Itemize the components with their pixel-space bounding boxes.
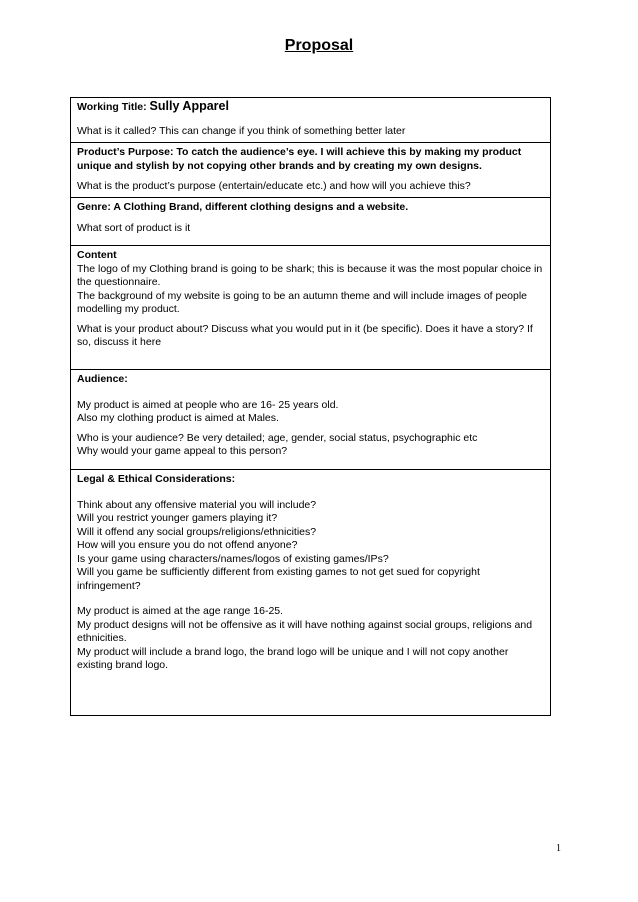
content-heading: Content	[77, 249, 117, 261]
legal-cell	[71, 470, 550, 715]
audience-cell	[71, 370, 550, 470]
content-body-2: The background of my website is going to be an autumn theme and will include images of people modelling my product.	[77, 289, 528, 315]
purpose-cell	[71, 143, 550, 198]
legal-heading: Legal & Ethical Considerations:	[77, 473, 236, 485]
audience-body-1: My product is aimed at people who are 16- 25 years old.	[77, 398, 339, 411]
working-title-line	[77, 100, 544, 115]
legal-question-2: Will you restrict younger gamers playing it?	[77, 512, 278, 524]
content-prompt: What is your product about? Discuss what you would put in it (be specific). Does it have a story? If so, discuss it here	[77, 322, 533, 348]
page-title: Proposal	[284, 37, 354, 54]
content-cell	[71, 246, 550, 370]
genre-prompt: What sort of product is it	[77, 221, 191, 234]
proposal-table	[70, 97, 551, 716]
legal-answer-2: My product designs will not be offensive as it will have nothing against social groups, religions and ethnicities.	[77, 618, 533, 644]
legal-question-3: Will it offend any social groups/religions/ethnicities?	[77, 525, 317, 538]
legal-question-6: Will you game be sufficiently different from existing games to not get sued for copyright infringement?	[77, 566, 480, 592]
working-title-value: Sully Apparel	[149, 99, 229, 113]
legal-answer-1: My product is aimed at the age range 16-25.	[77, 605, 284, 617]
genre-cell	[71, 198, 550, 246]
working-title-label: Working Title:	[77, 101, 150, 113]
purpose-prompt: What is the product’s purpose (entertain/educate etc.) and how will you achieve this?	[77, 180, 471, 192]
purpose-line-2: unique and stylish by not copying other brands and by creating my own designs.	[77, 159, 482, 172]
content-body-1: The logo of my Clothing brand is going to be shark; this is because it was the most popular choice in the questionnaire.	[77, 262, 543, 288]
working-title-cell	[71, 98, 550, 143]
page-number: 1	[556, 843, 561, 854]
genre-heading: Genre: A Clothing Brand, different clothing designs and a website.	[77, 201, 409, 213]
audience-prompt-1: Who is your audience? Be very detailed; age, gender, social status, psychographic etc	[77, 431, 478, 444]
purpose-line-1: Product’s Purpose: To catch the audience’s eye. I will achieve this by making my product	[77, 146, 522, 158]
audience-heading: Audience:	[77, 373, 128, 385]
legal-answer-3: My product will include a brand logo, the brand logo will be unique and I will not copy another existing brand logo.	[77, 645, 509, 671]
legal-question-4: How will you ensure you do not offend anyone?	[77, 539, 298, 551]
working-title-prompt: What is it called? This can change if you think of something better later	[77, 124, 406, 137]
legal-question-1: Think about any offensive material you will include?	[77, 498, 317, 511]
audience-prompt-2: Why would your game appeal to this person?	[77, 445, 288, 457]
audience-body-2: Also my clothing product is aimed at Males.	[77, 412, 279, 424]
legal-question-5: Is your game using characters/names/logos of existing games/IPs?	[77, 552, 389, 565]
